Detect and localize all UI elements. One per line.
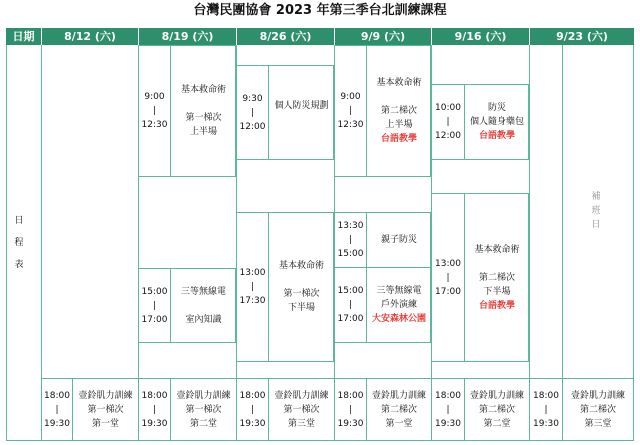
session-line: 三等無線電 xyxy=(180,286,226,297)
time-end: 19:30 xyxy=(435,418,461,429)
session-line: 下半場 xyxy=(287,303,315,313)
session-line: 第三堂 xyxy=(287,418,315,429)
time-start: 10:00 xyxy=(435,103,461,113)
header-date-0819: 8/19 (六) xyxy=(139,28,236,45)
time-start: 18:00 xyxy=(533,390,559,401)
time-start: 9:00 xyxy=(144,92,165,102)
session-line: 第二梯次 xyxy=(478,272,515,283)
session-line xyxy=(300,273,303,287)
session-title xyxy=(367,212,431,268)
time-end: 12:30 xyxy=(141,120,168,130)
session-line xyxy=(398,90,401,104)
side-label-char: 日 xyxy=(14,216,24,226)
time-end: 12:30 xyxy=(337,120,364,130)
makeup-label-char: 班 xyxy=(591,206,601,216)
session-line: 第二梯次 xyxy=(478,404,515,415)
session-line: 基本救命術 xyxy=(278,261,324,271)
session-line xyxy=(202,97,205,111)
session-line: 防災 xyxy=(487,103,506,113)
session-title xyxy=(465,84,529,160)
evening-time: 18:00 | 19:30 xyxy=(435,390,461,429)
header-date-0916: 9/16 (六) xyxy=(432,28,529,45)
session-line: 第一梯次 xyxy=(283,404,320,415)
session-line: 第二堂 xyxy=(483,418,511,429)
session-line: 上半場 xyxy=(189,127,217,137)
session-line: 三等無線電 xyxy=(376,286,422,296)
session-line: 個人隨身藥包 xyxy=(469,117,524,127)
session-line: 基本救命術 xyxy=(180,85,226,95)
session-time: 13:00 | 17:00 xyxy=(435,258,461,297)
session-line: 第一堂 xyxy=(91,418,119,429)
session-line: 上半場 xyxy=(385,120,413,130)
side-label-char: 表 xyxy=(14,260,24,270)
session-title xyxy=(171,268,236,343)
evening-time: 18:00 | 19:30 xyxy=(239,390,266,429)
side-label xyxy=(4,210,34,276)
time-end: 12:00 xyxy=(435,131,461,141)
session-line: 親子防災 xyxy=(380,235,417,245)
time-end: 19:30 xyxy=(239,418,266,429)
session-line: 室內知識 xyxy=(185,314,222,325)
page-title: 台灣民團協會 2023 年第三季台北訓練課程 xyxy=(193,3,447,18)
evening-time: 18:00 | 19:30 xyxy=(141,390,168,429)
session-time: 15:00 | 17:00 xyxy=(141,286,168,325)
time-start: 18:00 xyxy=(337,390,364,401)
time-start: 9:30 xyxy=(242,93,263,104)
session-title xyxy=(465,193,529,362)
session-line: 壹鈴肌力訓練 xyxy=(469,390,524,401)
header-date-0909: 9/9 (六) xyxy=(335,28,431,45)
session-line: 基本救命術 xyxy=(376,78,422,88)
location-note: 大安森林公園 xyxy=(371,314,426,324)
evening-title xyxy=(563,379,633,440)
makeup-day-label xyxy=(564,190,628,232)
evening-title xyxy=(171,379,236,440)
time-end: 17:00 xyxy=(435,286,461,297)
time-start: 15:00 xyxy=(337,286,364,296)
session-line: 個人防災規劃 xyxy=(274,101,329,111)
session-line xyxy=(202,299,205,313)
header-date-0826: 8/26 (六) xyxy=(237,28,334,45)
session-line: 壹鈴肌力訓練 xyxy=(176,390,231,401)
header-date-0923: 9/23 (六) xyxy=(530,28,634,45)
evening-title xyxy=(465,379,529,440)
makeup-label-char: 補 xyxy=(591,192,601,202)
time-start: 13:30 xyxy=(337,221,364,231)
session-time: 9:00 | 12:30 xyxy=(337,92,364,130)
time-end: 17:00 xyxy=(337,314,364,324)
session-time: 13:00 | 17:30 xyxy=(239,268,266,306)
header-date-0812: 8/12 (六) xyxy=(42,28,138,45)
makeup-label-char: 日 xyxy=(591,220,601,230)
session-title xyxy=(269,65,334,160)
session-line: 第一梯次 xyxy=(87,404,124,415)
time-start: 18:00 xyxy=(239,390,266,401)
time-end: 19:30 xyxy=(141,418,168,429)
time-end: 17:30 xyxy=(239,296,266,306)
header-corner: 日期 xyxy=(6,28,41,45)
evening-title xyxy=(367,379,431,440)
session-title xyxy=(367,45,431,177)
session-line: 壹鈴肌力訓練 xyxy=(371,390,426,401)
session-time: 15:00 | 17:00 xyxy=(337,286,364,324)
session-line: 第一梯次 xyxy=(185,404,222,415)
session-time: 10:00 | 12:00 xyxy=(435,103,461,141)
session-line: 壹鈴肌力訓練 xyxy=(570,390,625,401)
session-line: 第一梯次 xyxy=(185,113,222,123)
evening-title xyxy=(269,379,334,440)
session-line: 第二梯次 xyxy=(579,404,616,415)
language-note: 台語教學 xyxy=(478,131,515,141)
time-start: 13:00 xyxy=(239,268,266,278)
session-title xyxy=(367,267,431,343)
time-start: 15:00 xyxy=(141,286,168,297)
evening-time: 18:00 | 19:30 xyxy=(44,390,70,429)
evening-time: 18:00 | 19:30 xyxy=(533,390,559,429)
time-end: 19:30 xyxy=(44,418,70,429)
session-line: 下半場 xyxy=(483,286,511,297)
language-note: 台語教學 xyxy=(478,300,515,311)
evening-time: 18:00 | 19:30 xyxy=(337,390,364,429)
grid-line xyxy=(633,45,634,440)
evening-title xyxy=(73,379,138,440)
time-end: 15:00 xyxy=(337,249,364,259)
session-line: 基本救命術 xyxy=(474,244,520,255)
session-line: 第三堂 xyxy=(584,418,612,429)
session-line: 戶外演練 xyxy=(380,300,417,310)
time-start: 18:00 xyxy=(141,390,168,401)
session-line: 第一梯次 xyxy=(283,289,320,299)
session-title xyxy=(269,212,334,362)
session-time: 9:00 | 12:30 xyxy=(141,92,168,130)
time-end: 19:30 xyxy=(533,418,559,429)
time-start: 9:00 xyxy=(340,92,361,102)
session-title xyxy=(171,45,236,177)
session-line: 壹鈴肌力訓練 xyxy=(274,390,329,401)
session-time: 13:30 | 15:00 xyxy=(337,221,364,259)
side-label-char: 程 xyxy=(14,238,24,248)
time-start: 18:00 xyxy=(435,390,461,401)
time-end: 17:00 xyxy=(141,314,168,325)
grid-line xyxy=(6,440,634,441)
session-time: 9:30 | 12:00 xyxy=(239,93,266,132)
session-line: 第二梯次 xyxy=(380,106,417,116)
session-line xyxy=(496,257,499,271)
session-line: 壹鈴肌力訓練 xyxy=(78,390,133,401)
session-line: 第二堂 xyxy=(189,418,217,429)
language-note: 台語教學 xyxy=(380,134,417,144)
session-line: 第一堂 xyxy=(385,418,413,429)
time-start: 13:00 xyxy=(435,258,461,269)
time-end: 19:30 xyxy=(337,418,364,429)
session-line: 第二梯次 xyxy=(380,404,417,415)
time-end: 12:00 xyxy=(239,121,266,132)
time-start: 18:00 xyxy=(44,390,70,401)
